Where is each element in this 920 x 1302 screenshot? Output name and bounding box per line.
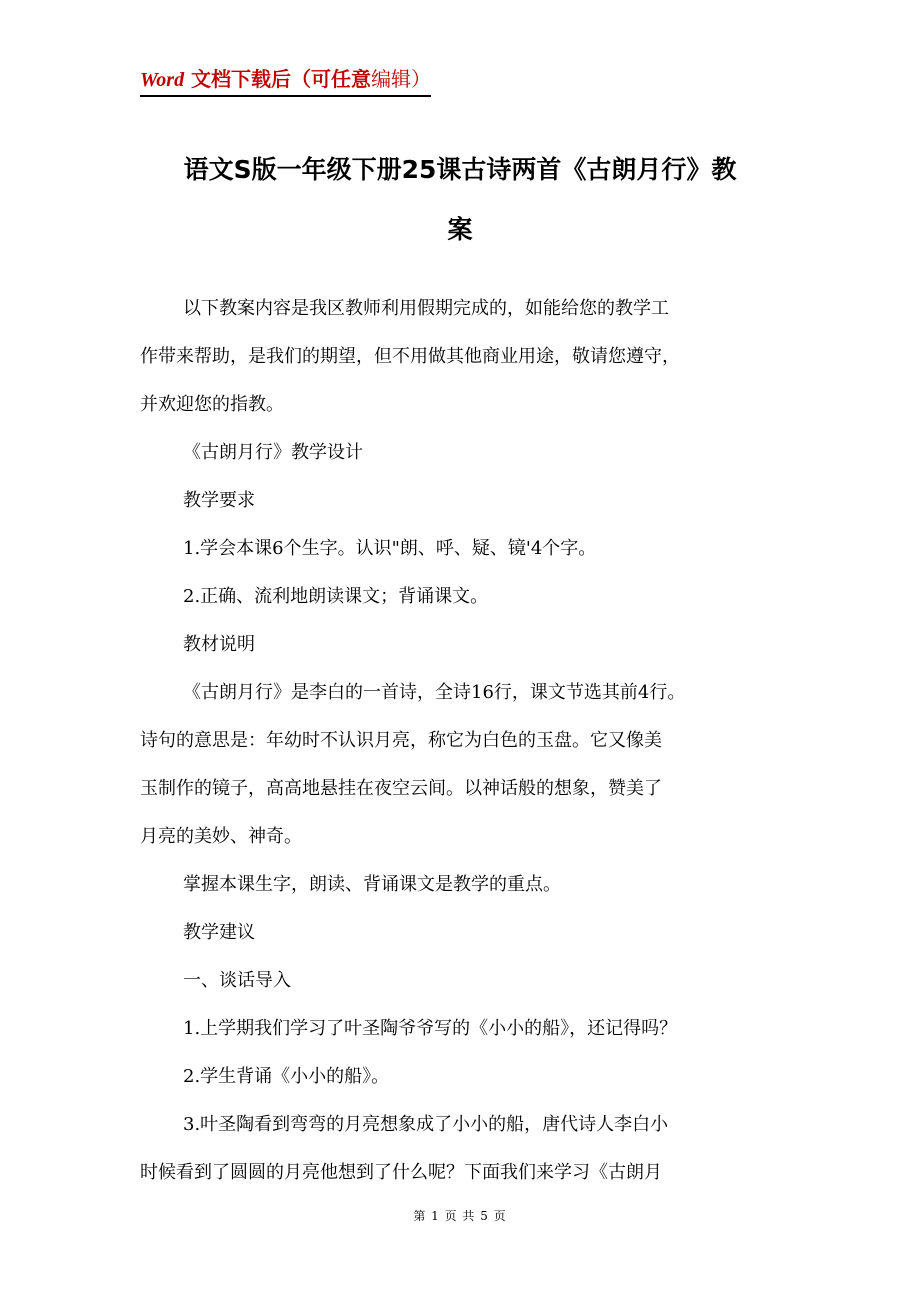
download-banner (140, 66, 431, 97)
body-line: 以下教案内容是我区教师利用假期完成的，如能给您的教学工 (183, 298, 669, 319)
body-line: 1.上学期我们学习了叶圣陶爷爷写的《小小的船》，还记得吗？ (183, 1018, 678, 1039)
document-body (140, 285, 800, 1197)
body-line: 诗句的意思是：年幼时不认识月亮，称它为白色的玉盘。它又像美 (140, 730, 662, 751)
document-title (120, 140, 800, 260)
body-line: 《古朗月行》是李白的一首诗，全诗16行，课文节选其前4行。 (183, 682, 686, 703)
body-line: 玉制作的镜子，高高地悬挂在夜空云间。以神话般的想象，赞美了 (140, 778, 662, 799)
body-line: 一、谈话导入 (183, 970, 291, 991)
banner-normal-text: 编辑） (371, 67, 432, 91)
page-number: 第 1 页 共 5 页 (413, 1209, 507, 1223)
banner-word: Word (140, 69, 185, 91)
body-line: 3.叶圣陶看到弯弯的月亮想象成了小小的船，唐代诗人李白小 (183, 1114, 669, 1135)
body-line: 《古朗月行》教学设计 (183, 442, 363, 463)
body-line: 2.正确、流利地朗读课文；背诵课文。 (183, 586, 489, 607)
body-line: 时候看到了圆圆的月亮他想到了什么呢？下面我们来学习《古朗月 (140, 1162, 662, 1183)
body-line: 1.学会本课6个生字。认识"朗、呼、疑、镜'4个字。 (183, 538, 597, 559)
title-line-2: 案 (447, 215, 473, 244)
body-line: 教材说明 (183, 634, 255, 655)
body-line: 作带来帮助，是我们的期望，但不用做其他商业用途，敬请您遵守， (140, 346, 680, 367)
body-line: 教学建议 (183, 922, 255, 943)
banner-bold-text: 文档下载后（可任意 (184, 67, 372, 91)
title-line-1: 语文S版一年级下册25课古诗两首《古朗月行》教 (183, 155, 737, 184)
body-line: 掌握本课生字，朗读、背诵课文是教学的重点。 (183, 874, 561, 895)
body-line: 教学要求 (183, 490, 255, 511)
body-line: 并欢迎您的指教。 (140, 394, 284, 415)
body-line: 2.学生背诵《小小的船》。 (183, 1066, 390, 1087)
body-line: 月亮的美妙、神奇。 (140, 826, 302, 847)
